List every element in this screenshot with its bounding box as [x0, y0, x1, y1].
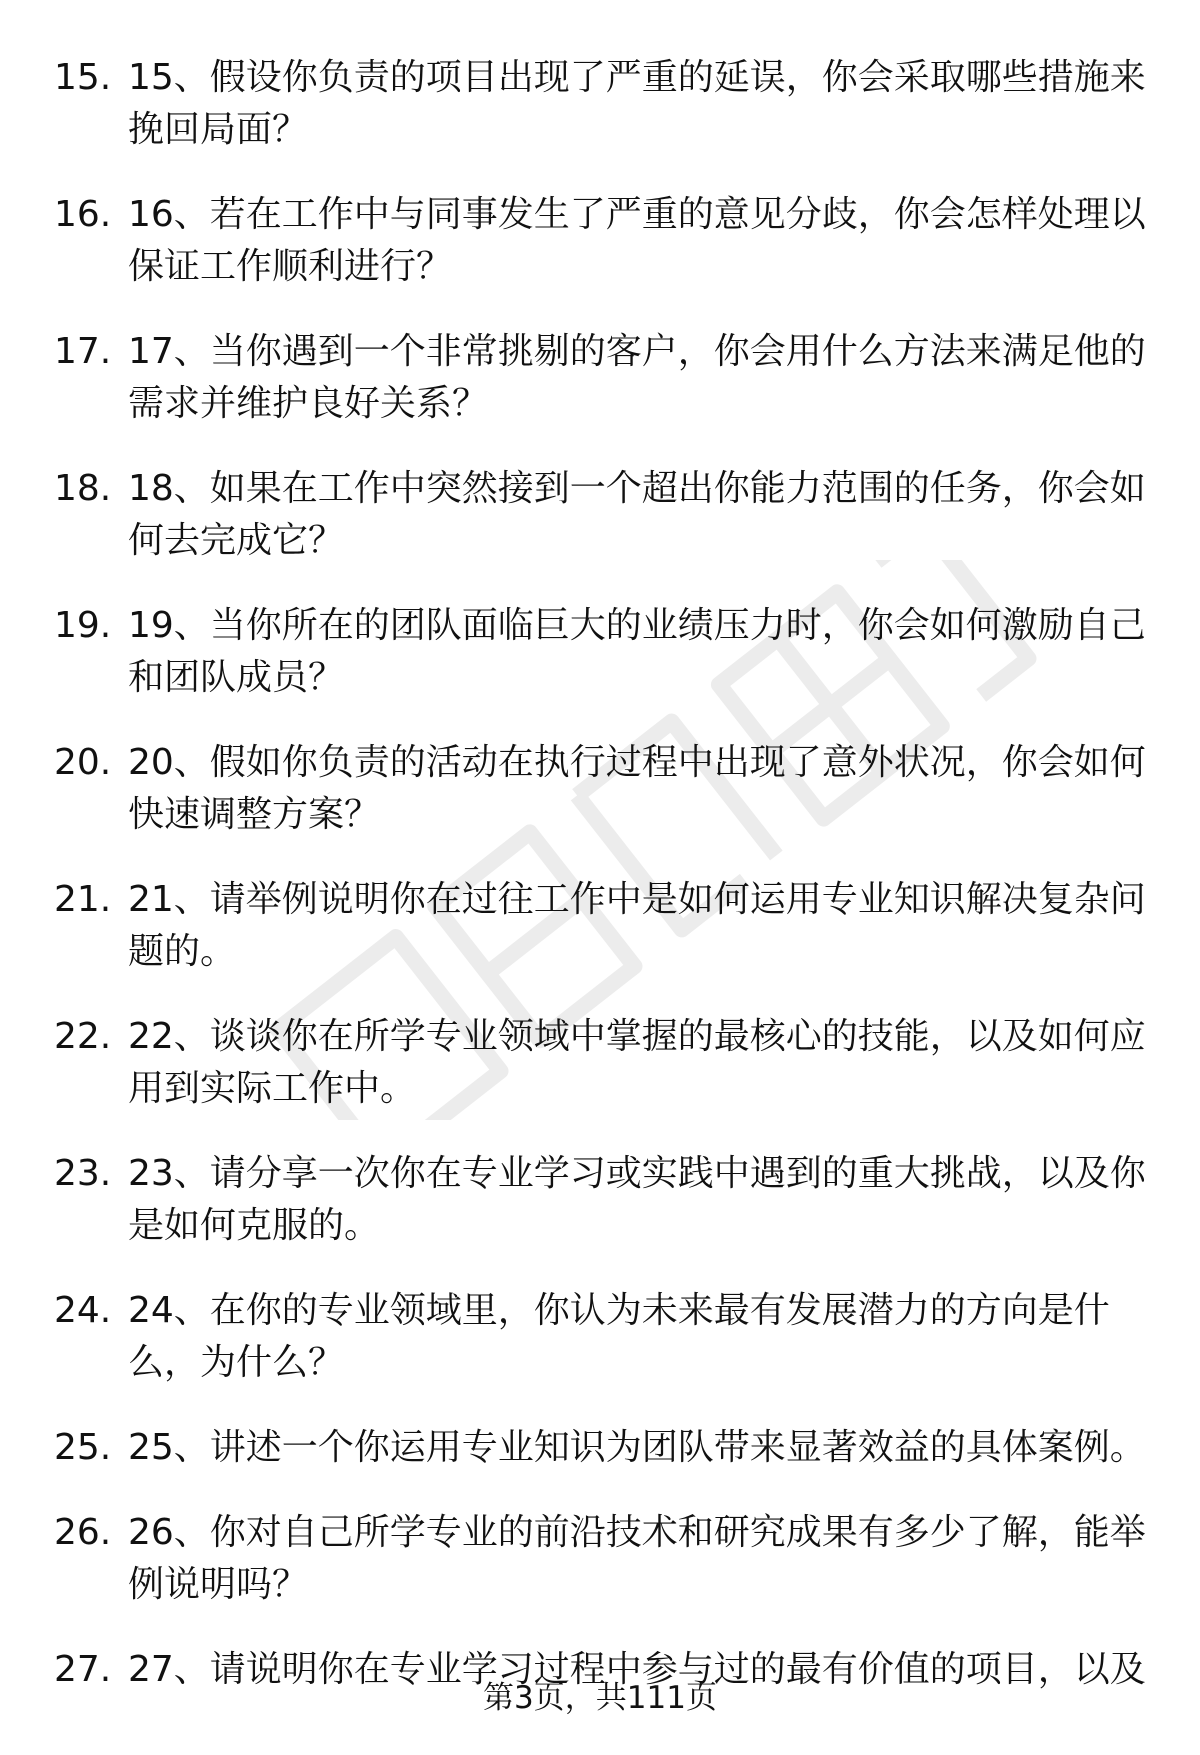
question-text: 20、假如你负责的活动在执行过程中出现了意外状况，你会如何快速调整方案？ — [128, 742, 1146, 835]
page-footer: 第3页，共111页 — [483, 1680, 717, 1716]
question-text: 24、在你的专业领域里，你认为未来最有发展潜力的方向是什么，为什么？ — [128, 1290, 1110, 1383]
question-text: 27、请说明你在专业学习过程中参与过的最有价值的项目，以及 — [128, 1649, 1146, 1690]
question-number: 22. — [54, 1016, 112, 1057]
question-number: 23. — [54, 1153, 112, 1194]
question-number: 15. — [54, 57, 112, 98]
question-text: 17、当你遇到一个非常挑剔的客户，你会用什么方法来满足他的需求并维护良好关系？ — [128, 331, 1146, 424]
question-text: 25、讲述一个你运用专业知识为团队带来显著效益的具体案例。 — [128, 1427, 1146, 1468]
question-text: 22、谈谈你在所学专业领域中掌握的最核心的技能，以及如何应用到实际工作中。 — [128, 1016, 1146, 1109]
question-text: 16、若在工作中与同事发生了严重的意见分歧，你会怎样处理以保证工作顺利进行？ — [128, 194, 1146, 287]
question-text: 23、请分享一次你在专业学习或实践中遇到的重大挑战，以及你是如何克服的。 — [128, 1153, 1146, 1246]
question-number: 26. — [54, 1512, 112, 1553]
question-text: 15、假设你负责的项目出现了严重的延误，你会采取哪些措施来挽回局面？ — [128, 57, 1146, 150]
question-text: 18、如果在工作中突然接到一个超出你能力范围的任务，你会如何去完成它？ — [128, 468, 1146, 561]
question-number: 25. — [54, 1427, 112, 1468]
question-number: 20. — [54, 742, 112, 783]
question-text: 26、你对自己所学专业的前沿技术和研究成果有多少了解，能举例说明吗？ — [128, 1512, 1146, 1605]
question-number: 17. — [54, 331, 112, 372]
question-number: 19. — [54, 605, 112, 646]
question-number: 18. — [54, 468, 112, 509]
question-text: 21、请举例说明你在过往工作中是如何运用专业知识解决复杂问题的。 — [128, 879, 1146, 972]
question-number: 21. — [54, 879, 112, 920]
question-number: 24. — [54, 1290, 112, 1331]
question-number: 27. — [54, 1649, 112, 1690]
question-number: 16. — [54, 194, 112, 235]
question-text: 19、当你所在的团队面临巨大的业绩压力时，你会如何激励自己和团队成员？ — [128, 605, 1146, 698]
